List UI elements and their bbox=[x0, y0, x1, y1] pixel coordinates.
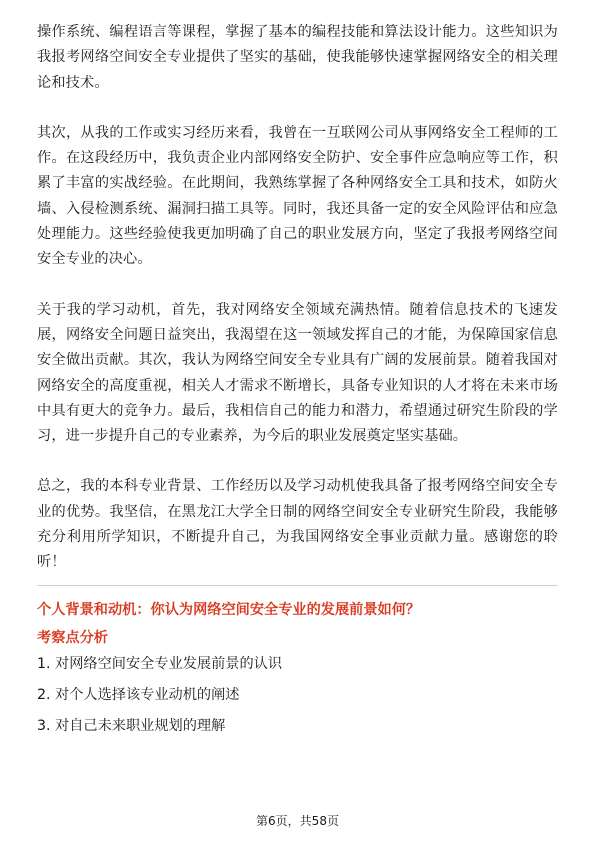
body-paragraph-3: 关于我的学习动机，首先，我对网络安全领域充满热情。随着信息技术的飞速发展，网络安全问题日益突出，我渴望在这一领域发挥自己的才能，为保障国家信息安全做出贡献。其次，我认为网络空间安全专业具有广阔的发展前景。随着我国对网络安全的高度重视，相关人才需求不断增长，具备专业知识的人才将在未来市场中具有更大的竞争力。最后，我相信自己的能力和潜力，希望通过研究生阶段的学习，进一步提升自己的专业素养，为今后的职业发展奠定坚实基础。 bbox=[37, 301, 558, 445]
page-number-footer: 第6页，共58页 bbox=[256, 814, 339, 828]
question-title: 个人背景和动机：你认为网络空间安全专业的发展前景如何？ bbox=[37, 601, 421, 618]
body-paragraph-2: 其次，从我的工作或实习经历来看，我曾在一互联网公司从事网络安全工程师的工作。在这段经历中，我负责企业内部网络安全防护、安全事件应急响应等工作，积累了丰富的实战经验。在此期间，我熟练掌握了各种网络安全工具和技术，如防火墙、入侵检测系统、漏洞扫描工具等。同时，我还具备一定的安全风险评估和应急处理能力。这些经验使我更加明确了自己的职业发展方向，坚定了我报考网络空间安全专业的决心。 bbox=[37, 124, 558, 268]
body-paragraph-1: 操作系统、编程语言等课程，掌握了基本的编程技能和算法设计能力。这些知识为我报考网络空间安全专业提供了坚实的基础，使我能够快速掌握网络安全的相关理论和技术。 bbox=[37, 24, 558, 91]
analysis-point: 3. 对自己未来职业规划的理解 bbox=[37, 717, 226, 734]
analysis-point: 2. 对个人选择该专业动机的阐述 bbox=[37, 686, 240, 703]
body-paragraph-4: 总之，我的本科专业背景、工作经历以及学习动机使我具备了报考网络空间安全专业的优势。我坚信，在黑龙江大学全日制的网络空间安全专业研究生阶段，我能够充分利用所学知识，不断提升自己，为我国网络安全事业贡献力量。感谢您的聆听！ bbox=[37, 478, 558, 571]
section-divider bbox=[37, 585, 558, 586]
analysis-heading: 考察点分析 bbox=[37, 629, 108, 646]
analysis-points-list bbox=[37, 654, 558, 736]
analysis-point: 1. 对网络空间安全专业发展前景的认识 bbox=[37, 655, 283, 672]
page-content bbox=[37, 20, 558, 747]
